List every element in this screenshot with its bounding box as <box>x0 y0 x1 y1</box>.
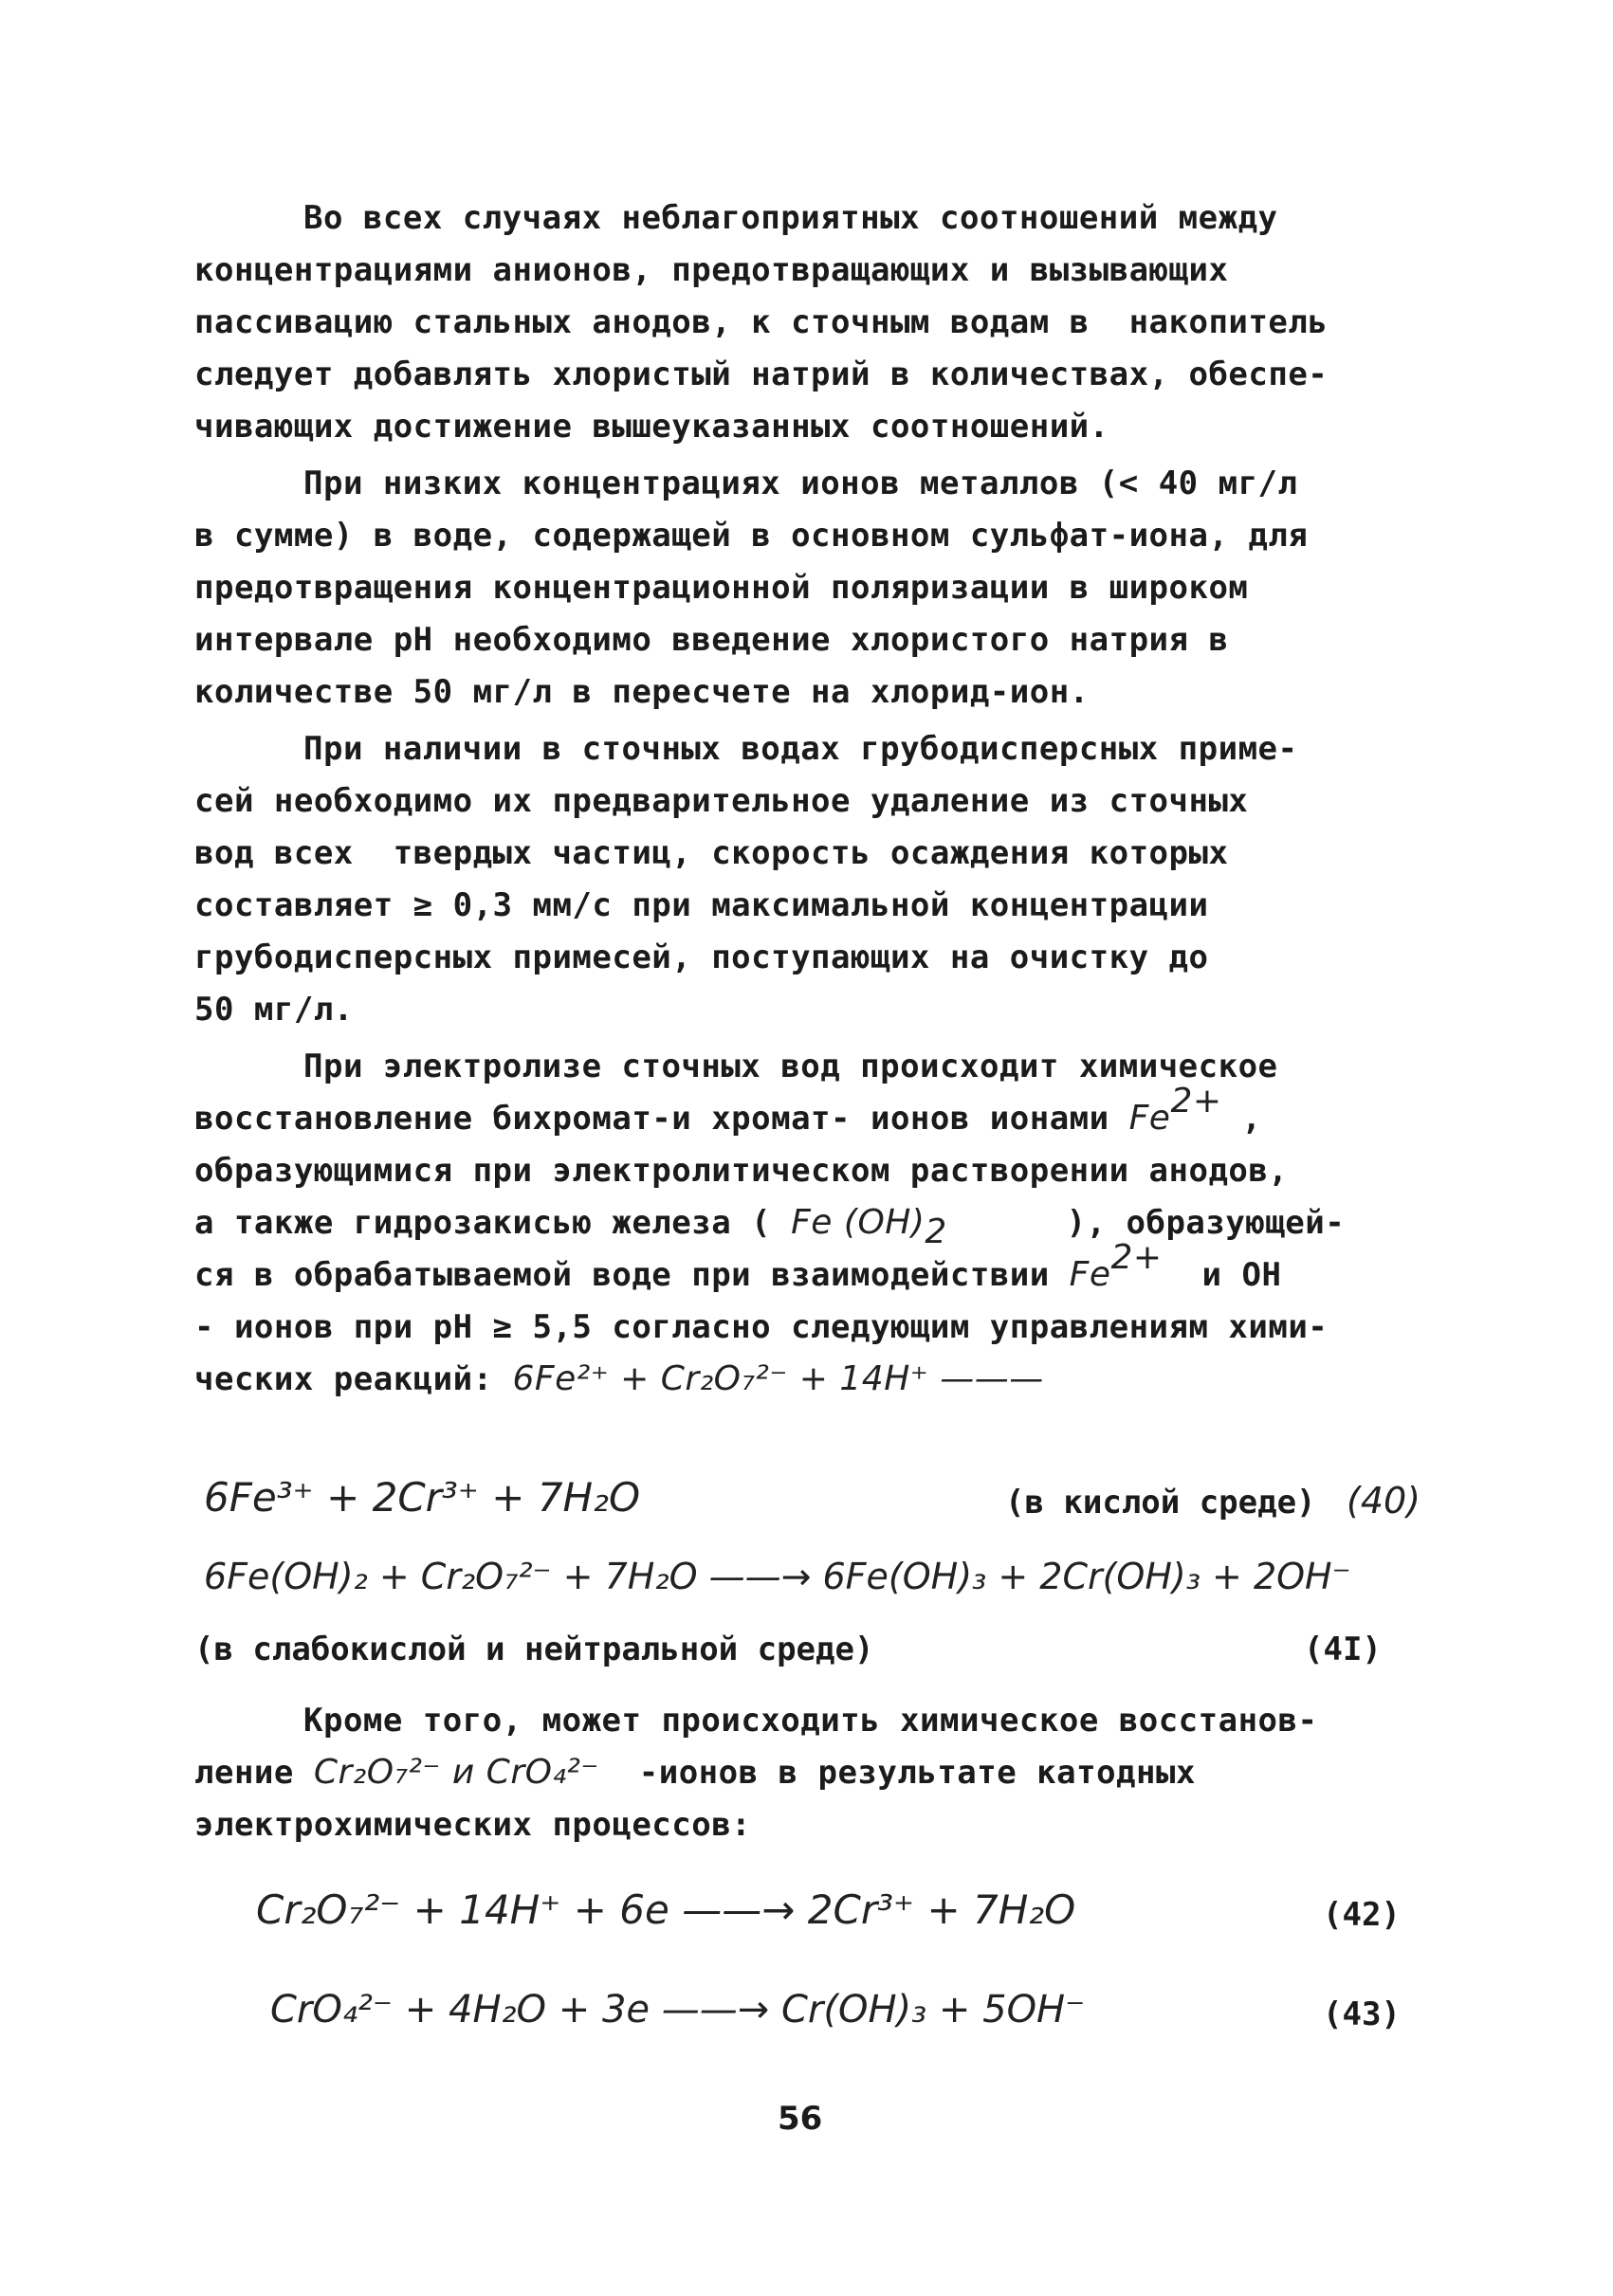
text-line: ление Cr₂O₇²⁻ и CrO₄²⁻ -ионов в результате катодных <box>194 1753 1196 1792</box>
text-line: образующимися при электролитическом растворении анодов, <box>194 1152 1289 1190</box>
text-line: ся в обрабатываемой воде при взаимодействии $Fe^{2+}$ и ОН <box>194 1238 1282 1294</box>
text-line: в сумме) в воде, содержащей в основном сульфат-иона, для <box>194 517 1309 555</box>
text-line: предотвращения концентрационной поляризации в широком <box>194 569 1249 607</box>
text-line: составляет ≥ 0,3 мм/с при максимальной концентрации <box>194 886 1209 924</box>
handwritten-formula: Fe <box>1069 1255 1111 1294</box>
text-line: При низких концентрациях ионов металлов (< 40 мг/л <box>303 465 1298 502</box>
equation-41-number: (4I) <box>1304 1631 1382 1668</box>
text-line: электрохимических процессов: <box>194 1806 752 1844</box>
handwritten-formula: Fe (OH) <box>791 1203 926 1242</box>
equation-43-formula: CrO₄²⁻ + 4H₂O + 3e ——→ Cr(OH)₃ + 5OH⁻ <box>270 1988 1086 2032</box>
text-line: Во всех случаях неблагоприятных соотношений между <box>303 199 1278 237</box>
equation-41-formula: 6Fe(OH)₂ + Cr₂O₇²⁻ + 7H₂O ——→ 6Fe(OH)₃ + 2Cr(OH)₃ + 2OH⁻ <box>204 1556 1351 1597</box>
text-line: При электролизе сточных вод происходит химическое <box>303 1048 1278 1085</box>
equation-40-number: (40) <box>1347 1480 1421 1522</box>
text-line: сей необходимо их предварительное удаление из сточных <box>194 782 1249 820</box>
equation-43-number: (43) <box>1323 1995 1401 2033</box>
text-line: восстановление бихромат-и хромат- ионов ионами $Fe^{2+}$ , <box>194 1082 1262 1138</box>
handwritten-formula: Fe <box>1128 1099 1171 1138</box>
text-line: интервале рН необходимо введение хлористого натрия в <box>194 621 1229 659</box>
text-line: ческих реакций: 6Fe²⁺ + Cr₂O₇²⁻ + 14H⁺ ——— <box>194 1359 1044 1398</box>
text-line: количестве 50 мг/л в пересчете на хлорид-ион. <box>194 673 1090 711</box>
text-line: концентрациями анионов, предотвращающих и вызывающих <box>194 251 1229 289</box>
handwritten-formula: 6Fe²⁺ + Cr₂O₇²⁻ + 14H⁺ ——— <box>512 1359 1044 1398</box>
equation-40-formula: 6Fe³⁺ + 2Cr³⁺ + 7H₂O <box>204 1474 641 1521</box>
text-line: чивающих достижение вышеуказанных соотношений. <box>194 408 1109 446</box>
text-line: а также гидрозакисью железа ( Fe $(OH)_2$ ), образующей- <box>194 1203 1346 1251</box>
text-line: - ионов при рН ≥ 5,5 согласно следующим управлениям хими- <box>194 1308 1329 1346</box>
text-line: 50 мг/л. <box>194 991 354 1029</box>
page-number: 56 <box>778 2100 823 2138</box>
handwritten-formula: Cr₂O₇²⁻ и CrO₄²⁻ <box>313 1753 599 1792</box>
equation-42-number: (42) <box>1323 1896 1401 1934</box>
text-line: Кроме того, может происходить химическое восстанов- <box>303 1702 1318 1740</box>
equation-42-formula: Cr₂O₇²⁻ + 14H⁺ + 6e ——→ 2Cr³⁺ + 7H₂O <box>256 1886 1076 1933</box>
text-line: При наличии в сточных водах грубодисперсных приме- <box>303 730 1298 768</box>
text-line: пассивацию стальных анодов, к сточным водам в накопитель <box>194 303 1329 341</box>
text-line: грубодисперсных примесей, поступающих на очистку до <box>194 938 1209 976</box>
text-line: следует добавлять хлористый натрий в количествах, обеспе- <box>194 355 1329 393</box>
text-line: вод всех твердых частиц, скорость осаждения которых <box>194 834 1229 872</box>
equation-40-note: (в кислой среде) <box>1005 1484 1316 1522</box>
equation-41-note: (в слабокислой и нейтральной среде) <box>194 1631 874 1668</box>
